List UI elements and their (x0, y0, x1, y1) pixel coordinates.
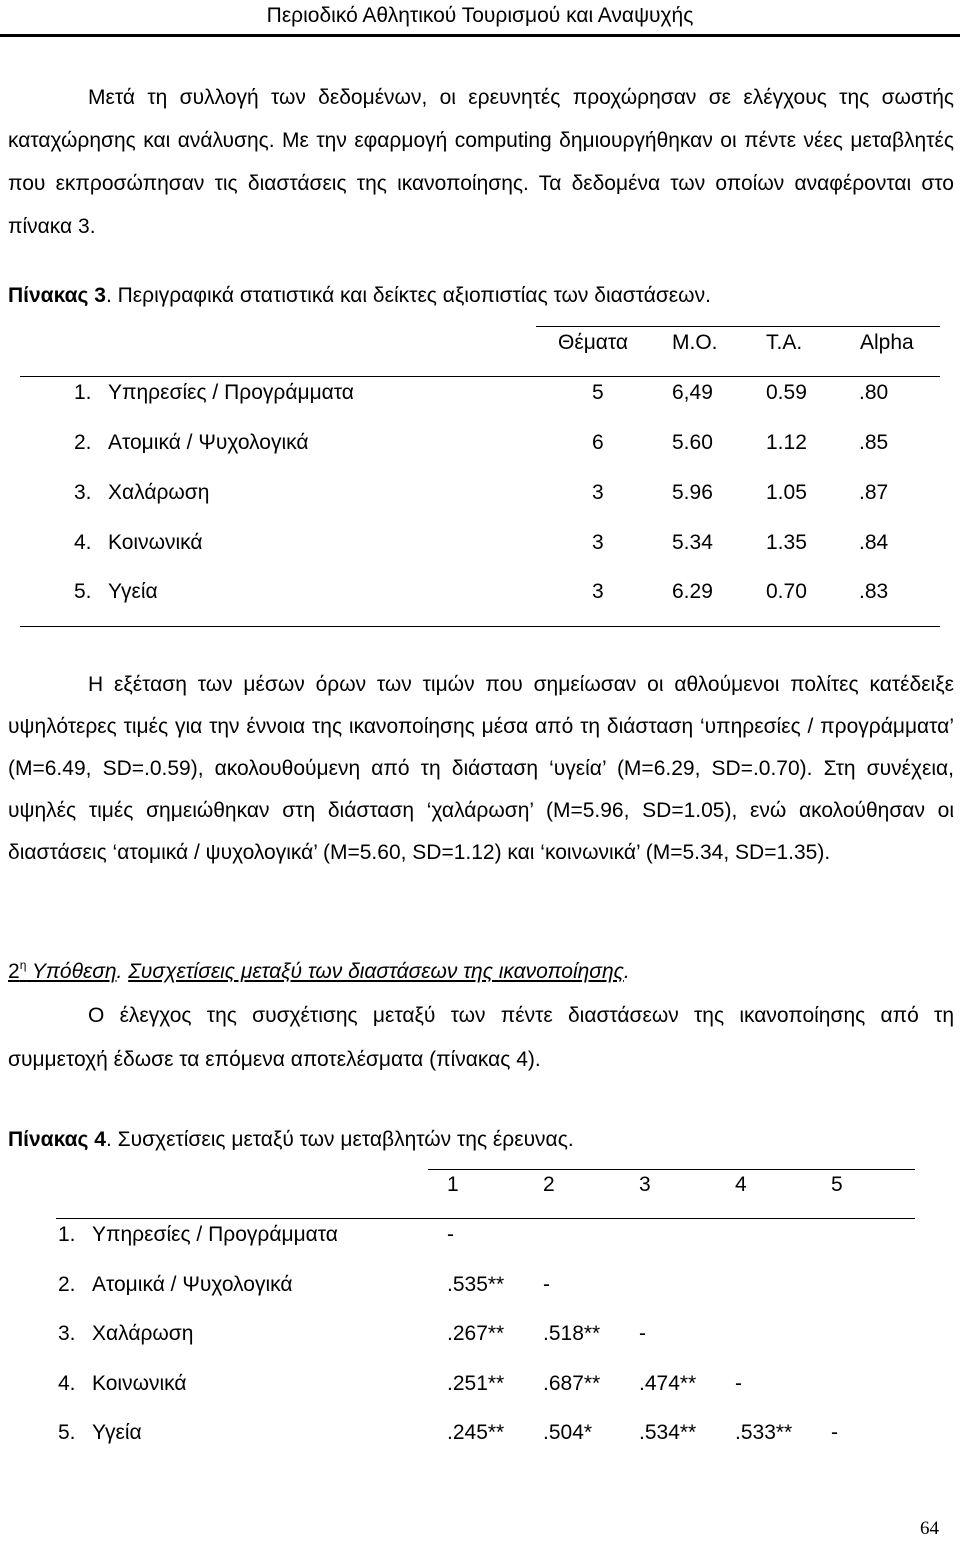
corr-cell: .245** (447, 1421, 505, 1444)
table3-header-alpha: Alpha (860, 331, 914, 354)
row-label: Χαλάρωση (92, 1322, 194, 1345)
row-sd: 0.70 (766, 580, 807, 603)
table3-header-sd: Τ.Α. (766, 331, 803, 354)
corr-cell: - (831, 1421, 838, 1444)
hypothesis-paragraph: Ο έλεγχος της συσχέτισης μεταξύ των πέντε διαστάσεων της ικανοποίησης από τη συμμετοχή έδωσε τα επόμενα αποτελέσματα (πίνακας 4). (8, 1004, 954, 1071)
row-label: Ατομικά / Ψυχολογικά (108, 431, 309, 454)
row-items: 5 (592, 381, 604, 404)
row-label: Υπηρεσίες / Προγράμματα (108, 381, 354, 404)
row-number: 4. (58, 1372, 76, 1395)
corr-cell: .535** (447, 1273, 505, 1296)
row-number: 1. (58, 1223, 76, 1246)
row-items: 3 (592, 580, 604, 603)
row-label: Υγεία (92, 1421, 142, 1444)
row-sd: 0.59 (766, 381, 807, 404)
row-sd: 1.12 (766, 431, 807, 454)
row-alpha: .83 (859, 580, 889, 603)
row-number: 2. (74, 431, 92, 454)
row-sd: 1.35 (766, 531, 807, 554)
corr-cell: .533** (735, 1421, 793, 1444)
corr-cell: .518** (543, 1322, 601, 1345)
table4-title: . Συσχετίσεις μεταξύ των μεταβλητών της έρευνας. (105, 1128, 574, 1151)
row-alpha: .85 (859, 431, 889, 454)
row-items: 3 (592, 481, 604, 504)
table4-header-5: 5 (831, 1173, 843, 1196)
hypothesis-superscript: η (19, 958, 27, 972)
row-items: 3 (592, 531, 604, 554)
corr-cell: - (639, 1322, 646, 1345)
row-alpha: .80 (859, 381, 889, 404)
table4-header-2: 2 (543, 1173, 555, 1196)
table4-header-bottom-rule (56, 1218, 915, 1219)
row-number: 4. (74, 531, 92, 554)
row-number: 5. (74, 580, 92, 603)
row-alpha: .87 (859, 481, 889, 504)
row-label: Υπηρεσίες / Προγράμματα (92, 1223, 338, 1246)
row-mean: 5.60 (672, 431, 713, 454)
table4-caption (8, 1128, 574, 1152)
row-label: Ατομικά / Ψυχολογικά (92, 1273, 293, 1296)
row-mean: 5.96 (672, 481, 713, 504)
row-number: 2. (58, 1273, 76, 1296)
corr-cell: - (447, 1223, 454, 1246)
hypothesis-number: 2 (8, 960, 20, 983)
row-mean: 6,49 (672, 381, 713, 404)
table4-header-3: 3 (639, 1173, 651, 1196)
corr-cell: .251** (447, 1372, 505, 1395)
row-label: Υγεία (108, 580, 158, 603)
table3-header-top-rule (536, 326, 940, 327)
row-sd: 1.05 (766, 481, 807, 504)
table4-header-4: 4 (735, 1173, 747, 1196)
corr-cell: .534** (639, 1421, 697, 1444)
table3-title: . Περιγραφικά στατιστικά και δείκτες αξιοπιστίας των διαστάσεων. (105, 284, 711, 307)
hypothesis-label: Υπόθεση (26, 960, 117, 983)
table3-header-bottom-rule (20, 376, 940, 377)
hypothesis-heading: $2^\eta$ Υπόθεση. Συσχετίσεις μεταξύ των διαστάσεων της ικανοποίησης. (8, 958, 630, 983)
corr-cell: .474** (639, 1372, 697, 1395)
row-mean: 5.34 (672, 531, 713, 554)
row-label: Κοινωνικά (108, 531, 203, 554)
corr-cell: - (735, 1372, 742, 1395)
table4-label: Πίνακας 4 (8, 1128, 106, 1151)
intro-paragraph: Μετά τη συλλογή των δεδομένων, οι ερευνητές προχώρησαν σε ελέγχους της σωστής καταχώρησης και ανάλυσης. Με την εφαρμογή computing δημιουργήθηκαν οι πέντε νέες μεταβλητές που εκπροσώπησαν τις διαστάσεις της ικανοποίησης. Τα δεδομένα των οποίων αναφέρονται στο πίνακα 3. (8, 86, 954, 238)
table4-header-top-rule (428, 1169, 915, 1170)
table3-label: Πίνακας 3 (8, 284, 106, 307)
row-number: 3. (58, 1322, 76, 1345)
corr-cell: - (543, 1273, 550, 1296)
corr-cell: .504* (543, 1421, 593, 1444)
running-header: Περιοδικό Αθλητικού Τουρισμού και Αναψυχής (266, 4, 694, 27)
row-items: 6 (592, 431, 604, 454)
corr-cell: .687** (543, 1372, 601, 1395)
row-number: 5. (58, 1421, 76, 1444)
row-alpha: .84 (859, 531, 889, 554)
table4-header-1: 1 (447, 1173, 459, 1196)
page-number: 64 (920, 1518, 939, 1539)
table3-header-mean: Μ.Ο. (672, 331, 718, 354)
row-label: Χαλάρωση (108, 481, 210, 504)
row-label: Κοινωνικά (92, 1372, 187, 1395)
corr-cell: .267** (447, 1322, 505, 1345)
table3-header-items: Θέματα (558, 331, 629, 354)
row-number: 3. (74, 481, 92, 504)
row-number: 1. (74, 381, 92, 404)
table3-caption (8, 284, 711, 308)
hypothesis-title: Συσχετίσεις μεταξύ των διαστάσεων της ικανοποίησης (128, 960, 624, 983)
discussion-paragraph: Η εξέταση των μέσων όρων των τιμών που σημείωσαν οι αθλούμενοι πολίτες κατέδειξε υψηλότερες τιμές για την έννοια της ικανοποίησης μέσα από τη διάσταση ‘υπηρεσίες / προγράμματα’ (M=6.49, SD=.0.59), ακολουθούμενη από τη διάσταση ‘υγεία’ (M=6.29, SD=.0.70). Στη συνέχεια, υψηλές τιμές σημειώθηκαν στη διάσταση ‘χαλάρωση’ (M=5.96, SD=1.05), ενώ ακολούθησαν οι διαστάσεις ‘ατομικά / ψυχολογικά’ (M=5.60, SD=1.12) και ‘κοινωνικά’ (M=5.34, SD=1.35). (8, 673, 954, 864)
row-mean: 6.29 (672, 580, 713, 603)
header-divider (0, 34, 960, 37)
table3-bottom-rule (20, 626, 940, 627)
